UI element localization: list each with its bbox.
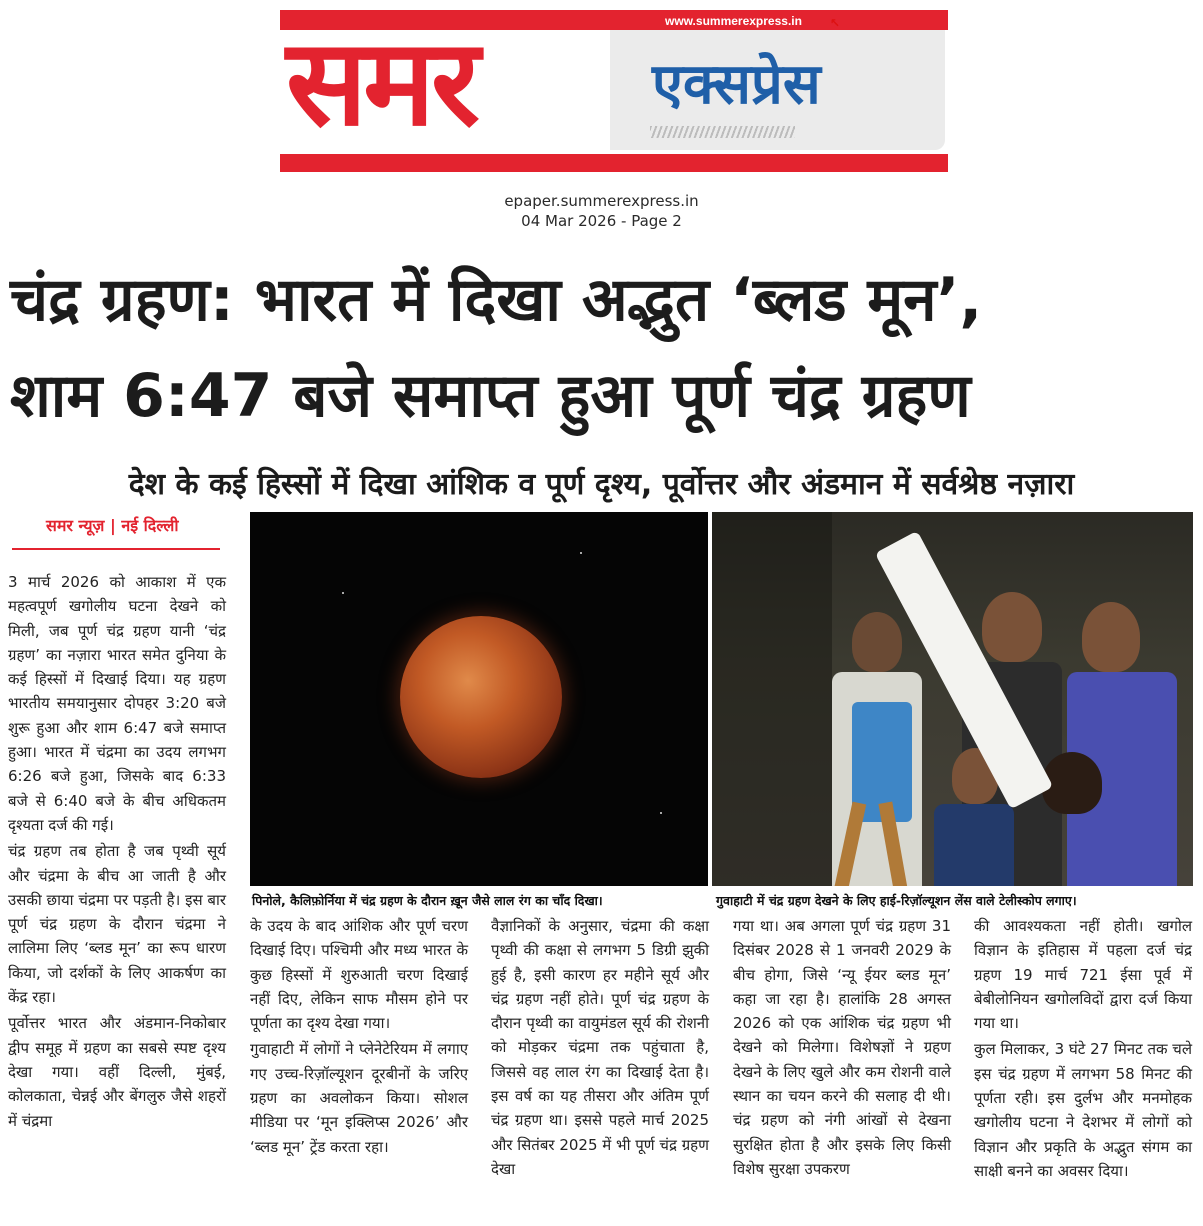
article-column-4 [733,914,951,1183]
star [660,812,662,814]
blood-moon-image [400,616,562,778]
photo-caption-moon: पिनोले, कैलिफ़ोर्निया में चंद्र ग्रहण के दौरान ख़ून जैसे लाल रंग का चाँद दिखा। [252,893,603,908]
star [580,552,582,554]
masthead-title-blue: एक्सप्रेस [652,52,821,117]
article-paragraph: चंद्र ग्रहण तब होता है जब पृथ्वी सूर्य और चंद्रमा के बीच आ जाती है और उसकी छाया चंद्रमा पर पड़ती है। इस बार पूर्ण चंद्र ग्रहण के दौरान चंद्रमा ने लालिमा लिए ‘ब्लड मून’ का रूप धारण किया, जो दर्शकों के लिए आकर्षण का केंद्र रहा। [8,842,226,1007]
article-paragraph: पूर्वोत्तर भारत और अंडमान-निकोबार द्वीप समूह में ग्रहण का सबसे स्पष्ट दृश्य देखा गया। वहीं दिल्ली, मुंबई, कोलकाता, चेन्नई और बेंगलुरु जैसे शहरों में चंद्रमा [8,1014,226,1130]
article-column-3 [491,914,709,1183]
subheadline: देश के कई हिस्सों में दिखा आंशिक व पूर्ण दृश्य, पूर्वोत्तर और अंडमान में सर्वश्रेष्ठ नज़ारा [128,467,1075,502]
headline-line-1: चंद्र ग्रहण: भारत में दिखा अद्भुत ‘ब्लड मून’, [10,265,983,335]
cursor-arrow-icon: ↖ [830,16,841,30]
edition-date-page: 04 Mar 2026 - Page 2 [521,212,682,230]
masthead-bottom-bar [280,154,948,172]
article-column-1 [8,570,226,1135]
article-paragraph: गया था। अब अगला पूर्ण चंद्र ग्रहण 31 दिसंबर 2028 से 1 जनवरी 2029 के बीच होगा, जिसे ‘न्यू ईयर ब्लड मून’ कहा जा रहा है। हालांकि 28 अगस्त 2026 को एक आंशिक चंद्र ग्रहण भी देखने को मिलेगा। विशेषज्ञों ने ग्रहण देखने के लिए खुले और कम रोशनी वाले स्थान का चयन करने की सलाह दी थी। चंद्र ग्रहण को नंगी आंखों से देखना सुरक्षित होता है और इसके लिए किसी विशेष सुरक्षा उपकरण [733,917,951,1178]
article-paragraph: वैज्ञानिकों के अनुसार, चंद्रमा की कक्षा पृथ्वी की कक्षा से लगभग 5 डिग्री झुकी हुई है, इसी कारण हर महीने सूर्य और चंद्र ग्रहण नहीं होते। पूर्ण चंद्र ग्रहण के दौरान पृथ्वी का वायुमंडल सूर्य की रोशनी को मोड़कर चंद्रमा तक पहुंचाता है, जिससे वह लाल रंग का दिखाई देता है। इस वर्ष का यह तीसरा और अंतिम पूर्ण चंद्र ग्रहण था। इससे पहले मार्च 2025 और सितंबर 2025 में भी पूर्ण चंद्र ग्रहण देखा [491,917,709,1178]
article-paragraph: कुल मिलाकर, 3 घंटे 27 मिनट तक चले इस चंद्र ग्रहण में लगभग 58 मिनट की पूर्णता रही। इस दुर्लभ और मनमोहक खगोलीय घटना ने देशभर में लोगों को विज्ञान और प्रकृति के अद्भुत संगम का साक्षी बनने का अवसर दिया। [974,1040,1192,1180]
article-paragraph: गुवाहाटी में लोगों ने प्लेनेटेरियम में लगाए गए उच्च-रिज़ॉल्यूशन दूरबीनों के जरिए ग्रहण का अवलोकन किया। सोशल मीडिया पर ‘मून इक्लिप्स 2026’ और ‘ब्लड मून’ ट्रेंड करता रहा। [250,1040,468,1156]
photo-blood-moon[interactable] [250,512,708,886]
person-head [852,612,902,672]
photo-background-shade [712,512,832,886]
photo-caption-telescope: गुवाहाटी में चंद्र ग्रहण देखने के लिए हाई-रिज़ॉल्यूशन लेंस वाले टेलीस्कोप लगाए। [716,893,1077,908]
masthead-title-red: समर [286,14,476,153]
photo-telescope-crowd[interactable] [712,512,1193,886]
byline: समर न्यूज़ | नई दिल्ली [46,516,179,535]
person-head [982,592,1042,662]
byline-divider [12,548,220,550]
masthead-stripes [650,126,795,138]
article-paragraph: के उदय के बाद आंशिक और पूर्ण चरण दिखाई दिए। पश्चिमी और मध्य भारत के कुछ हिस्सों में शुरुआती चरण दिखाई नहीं दिए, लेकिन साफ मौसम होने पर पूर्णता का दृश्य देखा गया। [250,917,468,1033]
article-column-2 [250,914,468,1161]
epaper-site[interactable]: epaper.summerexpress.in [504,192,699,210]
article-column-5 [974,914,1192,1185]
star [342,592,344,594]
article-paragraph: 3 मार्च 2026 को आकाश में एक महत्वपूर्ण खगोलीय घटना देखने को मिली, जब पूर्ण चंद्र ग्रहण यानी ‘चंद्र ग्रहण’ का नज़ारा भारत समेत दुनिया के कई हिस्सों में दिखाई दिया। यह ग्रहण भारतीय समयानुसार दोपहर 3:20 बजे शुरू हुआ और शाम 6:47 बजे समाप्त हुआ। भारत में चंद्रमा का उदय लगभग 6:26 बजे हुआ, जिसके बाद 6:33 बजे से 6:40 बजे के बीच अधिकतम दृश्यता दर्ज की गई। [8,573,226,834]
person-head [1082,602,1140,672]
headline-line-2: शाम 6:47 बजे समाप्त हुआ पूर्ण चंद्र ग्रहण [10,361,971,431]
article-paragraph: की आवश्यकता नहीं होती। खगोल विज्ञान के इतिहास में पहला दर्ज चंद्र ग्रहण 19 मार्च 721 ईसा पूर्व में बेबीलोनियन खगोलविदों द्वारा दर्ज किया गया था। [974,917,1192,1033]
child-body [934,804,1014,886]
masthead-url[interactable]: www.summerexpress.in [665,14,802,28]
masthead-logo[interactable] [280,10,948,174]
